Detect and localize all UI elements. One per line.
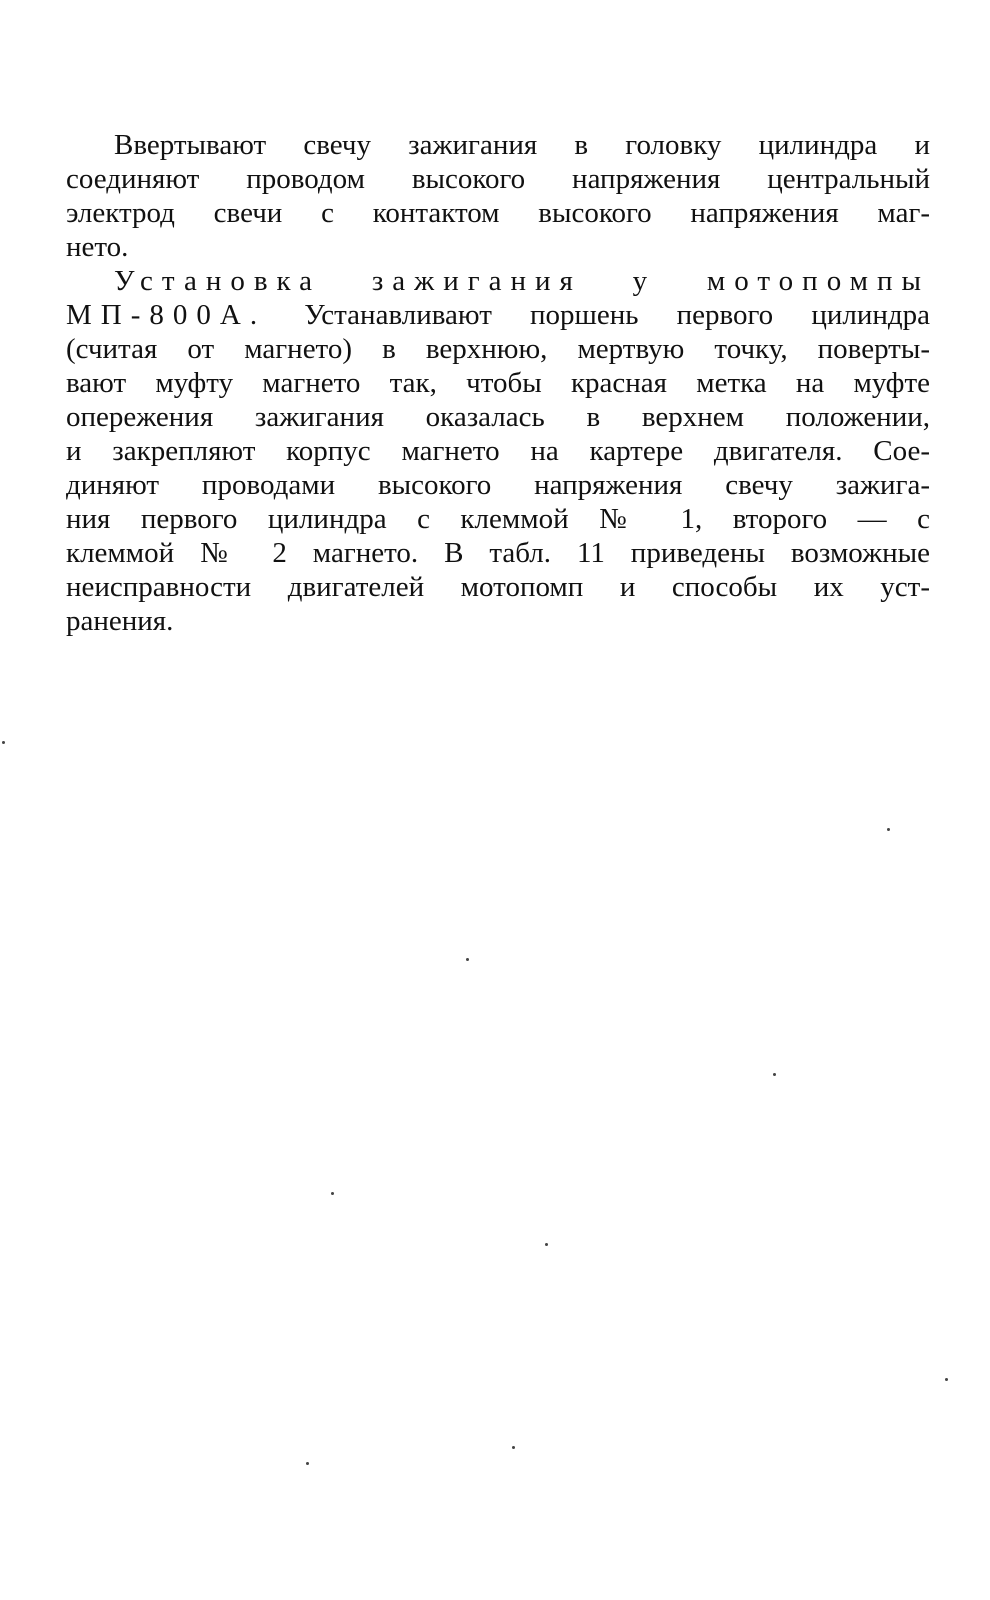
paragraph-2-line-3: вают муфту магнето так, чтобы красная метка на муфте [66, 367, 930, 399]
scan-speck [2, 741, 5, 744]
paragraph-2-line-2: (считая от магнето) в верхнюю, мертвую точку, поверты- [66, 333, 930, 365]
body-text [66, 128, 930, 638]
paragraph-1-line-4: нето. [66, 231, 129, 263]
paragraph-2-line-1-text: Устанавливают поршень первого цилиндра [304, 299, 930, 331]
paragraph-2-line-6: диняют проводами высокого напряжения свечу зажига- [66, 469, 930, 501]
scan-speck [945, 1378, 948, 1381]
paragraph-2-line-4: опережения зажигания оказалась в верхнем положении, [66, 401, 930, 433]
paragraph-2-line-10: ранения. [66, 605, 174, 637]
paragraph-2-line-8: клеммой № 2 магнето. В табл. 11 приведены возможные [66, 537, 930, 569]
paragraph-2-line-5: и закрепляют корпус магнето на картере двигателя. Сое- [66, 435, 930, 467]
paragraph-1-line-3: электрод свечи с контактом высокого напряжения маг- [66, 197, 930, 229]
paragraph-2-line-7: ния первого цилиндра с клеммой № 1, второго — с [66, 503, 930, 535]
scan-speck [512, 1446, 515, 1449]
scan-speck [466, 958, 469, 961]
paragraph-1-line-1: Ввертывают свечу зажигания в головку цилиндра и [114, 129, 930, 161]
paragraph-2-line-1 [66, 298, 930, 332]
scan-speck [773, 1073, 776, 1076]
paragraph-2-line-9: неисправности двигателей мотопомп и способы их уст- [66, 571, 930, 603]
scan-speck [306, 1462, 309, 1465]
section-heading: Установка зажигания у мотопомпы [114, 265, 930, 297]
scan-speck [545, 1243, 548, 1246]
heading-continuation: МП-800А. [66, 299, 267, 331]
scan-speck [887, 828, 890, 831]
scan-speck [331, 1192, 334, 1195]
paragraph-1-line-2: соединяют проводом высокого напряжения центральный [66, 163, 930, 195]
